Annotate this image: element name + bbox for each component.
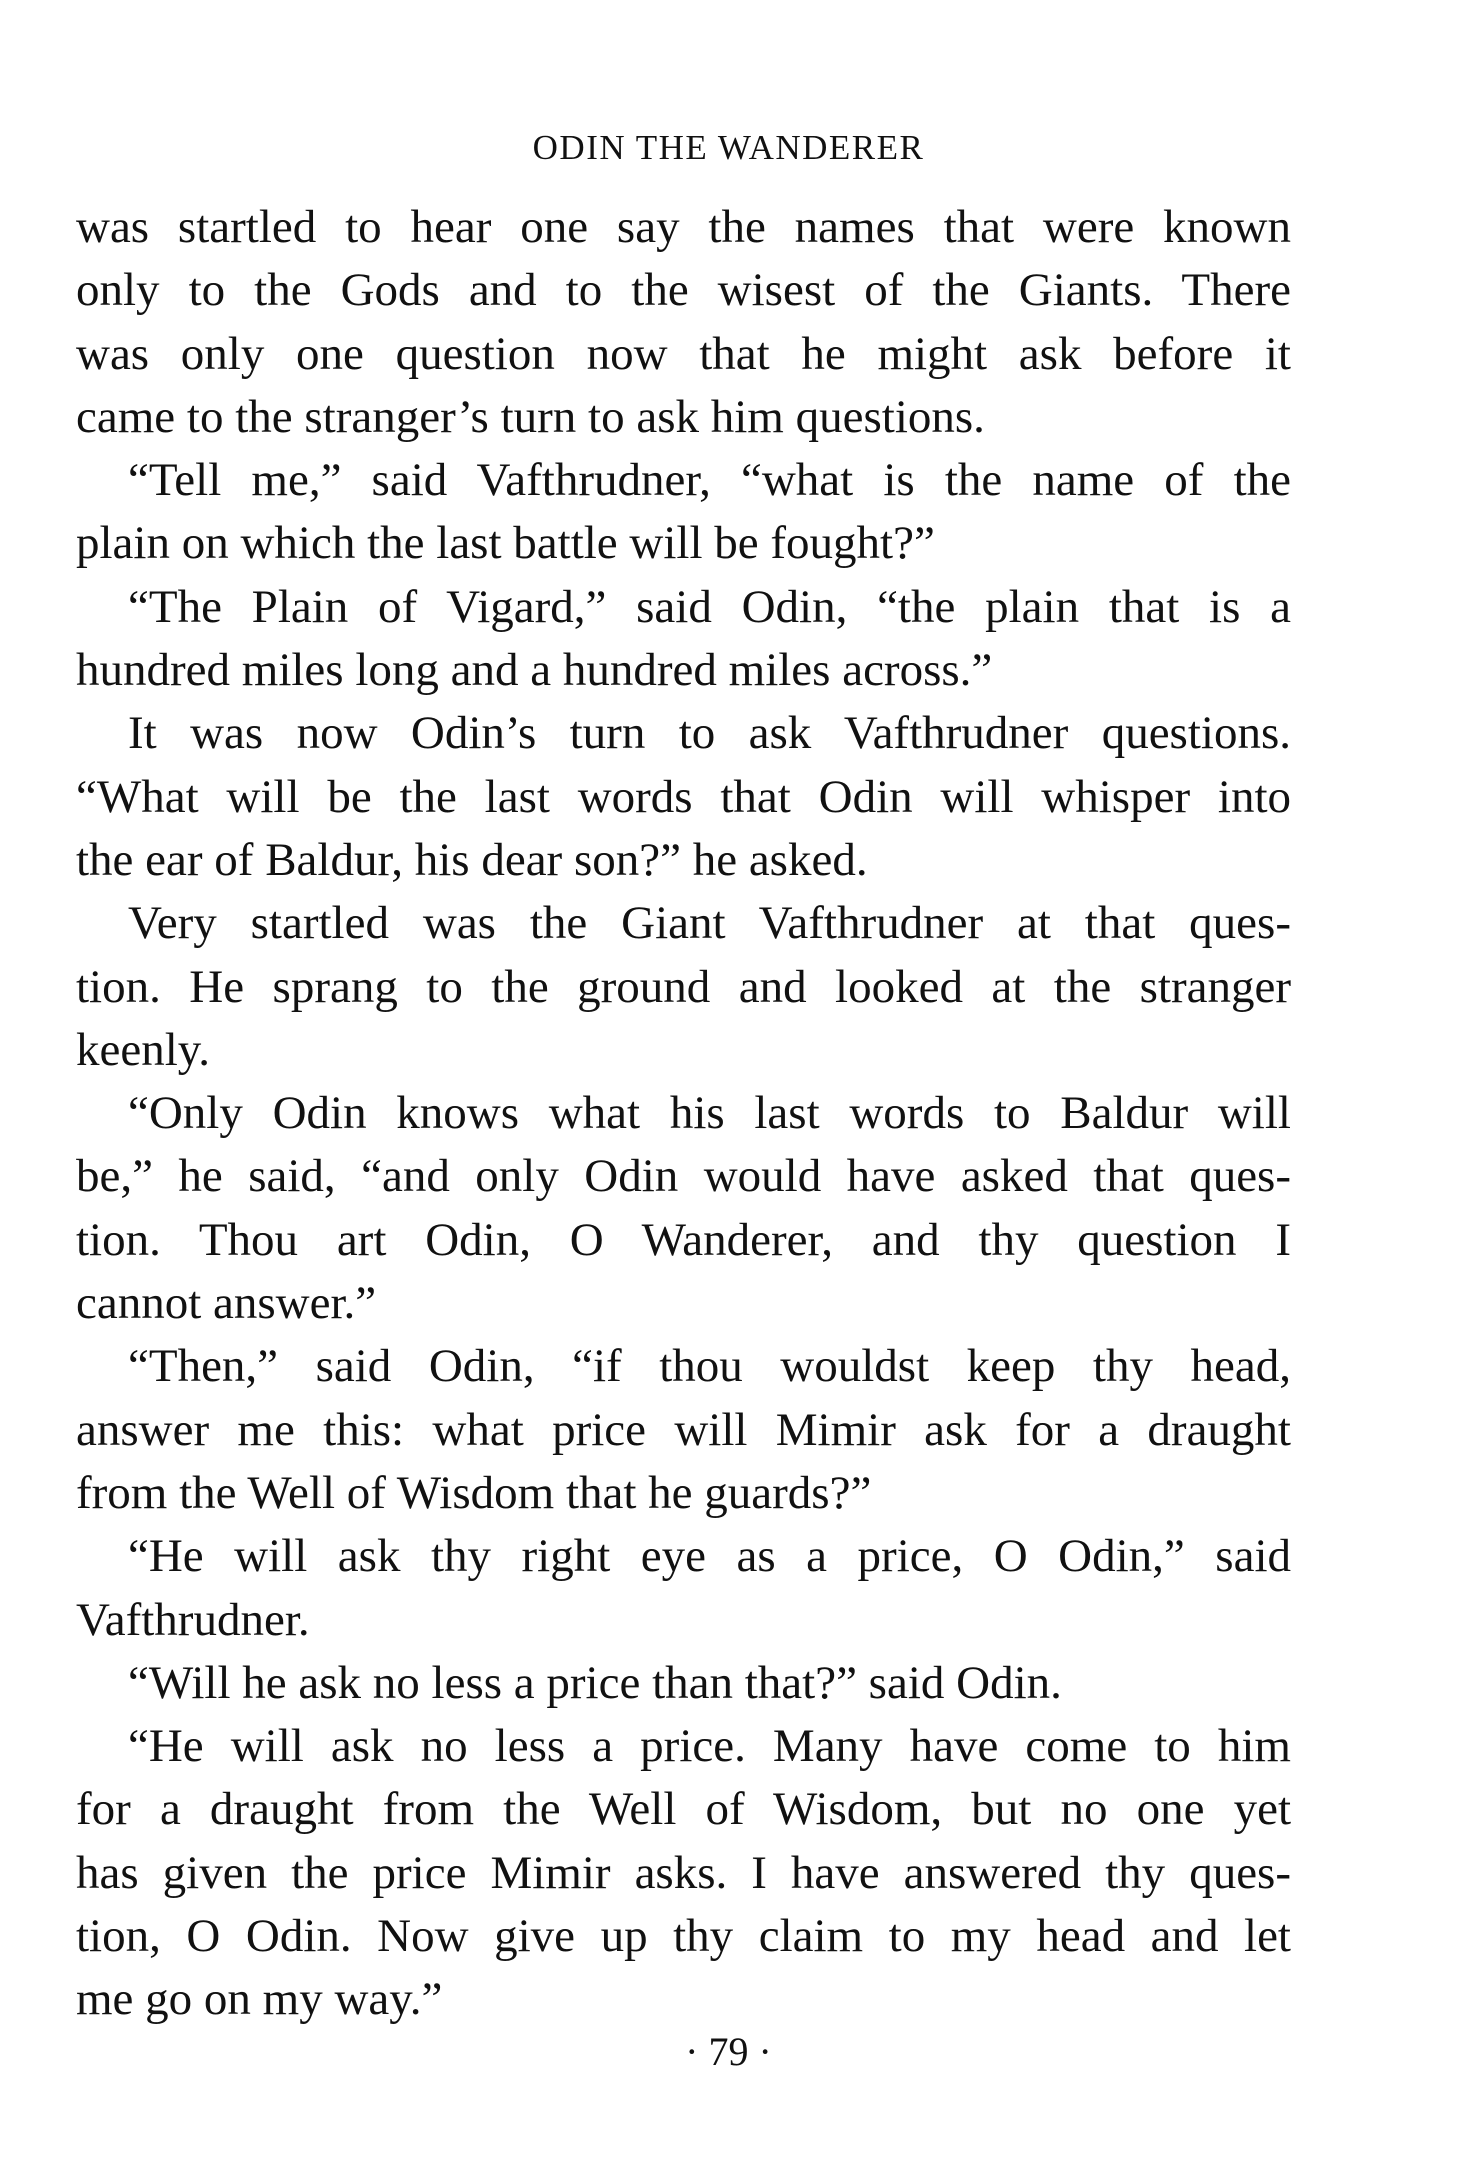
body-text <box>76 196 1291 2032</box>
text-line: cannot answer.” <box>76 1277 377 1330</box>
text-line: “He will ask no less a price. Many have come to him <box>128 1720 1291 1773</box>
text-line: me go on my way.” <box>76 1973 443 2026</box>
text-line: keenly. <box>76 1023 210 1076</box>
text-line: hundred miles long and a hundred miles across.” <box>76 644 993 697</box>
text-line: answer me this: what price will Mimir ask for a draught <box>76 1403 1291 1456</box>
text-line: tion. Thou art Odin, O Wanderer, and thy question I <box>76 1213 1291 1266</box>
text-line: “Only Odin knows what his last words to Baldur will <box>128 1087 1291 1140</box>
text-line: Vafthrudner. <box>76 1593 310 1646</box>
text-line: Very startled was the Giant Vafthrudner at that ques- <box>128 897 1291 950</box>
text-line: “The Plain of Vigard,” said Odin, “the plain that is a <box>128 580 1291 633</box>
text-line: tion, O Odin. Now give up thy claim to my head and let <box>76 1910 1291 1963</box>
text-line: plain on which the last battle will be fought?” <box>76 517 935 570</box>
text-line: was startled to hear one say the names that were known <box>76 201 1291 253</box>
page-number: · 79 · <box>685 2029 772 2074</box>
text-line: “Tell me,” said Vafthrudner, “what is the name of the <box>128 454 1291 507</box>
text-line: for a draught from the Well of Wisdom, but no one yet <box>76 1783 1291 1836</box>
text-line: “What will be the last words that Odin will whisper into <box>76 770 1291 823</box>
text-line: “Then,” said Odin, “if thou wouldst keep thy head, <box>128 1340 1291 1393</box>
text-line: be,” he said, “and only Odin would have asked that ques- <box>76 1150 1291 1203</box>
text-line: “He will ask thy right eye as a price, O Odin,” said <box>128 1530 1291 1583</box>
text-line: tion. He sprang to the ground and looked at the stranger <box>76 960 1291 1013</box>
text-line: “Will he ask no less a price than that?” said Odin. <box>128 1656 1062 1709</box>
text-line: It was now Odin’s turn to ask Vafthrudner questions. <box>128 707 1291 760</box>
text-line: came to the stranger’s turn to ask him questions. <box>76 390 985 443</box>
text-line: the ear of Baldur, his dear son?” he asked. <box>76 833 868 886</box>
text-line: from the Well of Wisdom that he guards?” <box>76 1466 872 1519</box>
text-line: was only one question now that he might ask before it <box>76 327 1291 380</box>
text-line: has given the price Mimir asks. I have answered thy ques- <box>76 1846 1291 1899</box>
text-line: only to the Gods and to the wisest of the Giants. There <box>76 264 1291 317</box>
running-head: ODIN THE WANDERER <box>532 128 925 167</box>
